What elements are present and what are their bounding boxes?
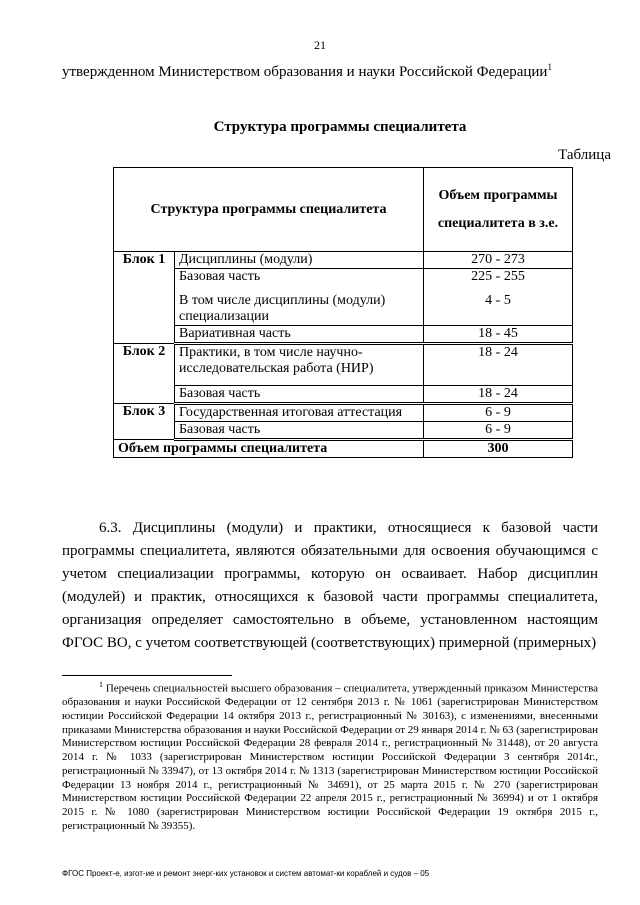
table-row [114, 386, 573, 404]
header-volume: Объем программы специалитета в з.е. [424, 168, 573, 252]
block3-label: Блок 3 [114, 404, 175, 440]
table-row [114, 326, 573, 344]
table-total-row [114, 440, 573, 458]
total-label: Объем программы специалитета [114, 440, 424, 458]
footnote-text: Перечень специальностей высшего образования – специалитета, утвержденный приказом Министерства образования и науки Российской Федерации от 12 сентября 2013 г. № 1061 (зарегистрирован Министерством юстиции Российской Федерации 14 октября 2013 г., регистрационный № 30163), с изменениями, внесенными приказами Министерства образования и науки Российской Федерации от 29 января 2014 г. № 63 (зарегистрирован Министерством юстиции Российской Федерации 28 февраля 2014 г., регистрационный № 31448), от 20 августа 2014 г. № 1033 (зарегистрирован Министерством юстиции Российской Федерации 3 сентября 2014г., регистрационный № 33947), от 13 октября 2014 г. № 1313 (зарегистрирован Министерством юстиции Российской Федерации 13 ноября 2014 г., регистрационный № 34691), от 25 марта 2015 г. № 270 (зарегистрирован Министерством юстиции Российской Федерации 22 апреля 2015 г., регистрационный № 36994) и от 1 октября 2015 г. № 1080 (зарегистрирован Министерством юстиции Российской Федерации 19 октября 2015 г., регистрационный № 39355). [62, 682, 599, 832]
table-row [114, 344, 573, 386]
paragraph-6-3: 6.3. Дисциплины (модули) и практики, относящиеся к базовой части программы специалитета, являются обязательными для освоения обучающимся с учетом специализации программы, которую он осваивает. Набор дисциплин (модулей) и практик, относящихся к базовой части программы специалитета, организация определяет самостоятельно в объеме, установленном настоящим ФГОС ВО, с учетом соответствующей (соответствующих) примерной (примерных) [62, 520, 598, 651]
body-text [62, 517, 598, 655]
table-heading: Структура программы специалитета [213, 119, 467, 135]
table-row [114, 422, 573, 440]
footnote-divider [62, 675, 232, 676]
row-value: 18 - 24 [424, 386, 573, 404]
program-structure-table [113, 167, 573, 458]
page-footer: ФГОС Проект-е, изгот-ие и ремонт энерг-ких установок и систем автомат-ки кораблей и судов – 05 [62, 869, 430, 878]
row-value: 18 - 24 [424, 344, 573, 386]
row-name [175, 269, 424, 326]
row-value-base: 225 - 255 [471, 269, 525, 284]
page-number: 21 [314, 38, 326, 52]
row-name: Практики, в том числе научно-исследовательская работа (НИР) [175, 344, 424, 386]
table-row [114, 252, 573, 269]
row-name: Вариативная часть [175, 326, 424, 344]
row-value-specialization: 4 - 5 [485, 293, 511, 308]
row-value: 6 - 9 [424, 422, 573, 440]
row-name: Государственная итоговая аттестация [175, 404, 424, 422]
row-name: Дисциплины (модули) [175, 252, 424, 269]
row-value: 18 - 45 [424, 326, 573, 344]
table-label: Таблица [558, 147, 611, 163]
table-header-row [114, 168, 573, 252]
header-structure: Структура программы специалитета [114, 168, 424, 252]
table-row [114, 269, 573, 326]
total-value: 300 [424, 440, 573, 458]
block2-label: Блок 2 [114, 344, 175, 404]
row-name: Базовая часть [175, 422, 424, 440]
intro-line [62, 62, 552, 81]
row-value [424, 269, 573, 326]
row-name-base: Базовая часть [179, 269, 261, 284]
table-row [114, 404, 573, 422]
row-name-specialization: В том числе дисциплины (модули) специализации [179, 293, 386, 324]
block1-label: Блок 1 [114, 252, 175, 344]
intro-text: утвержденном Министерством образования и науки Российской Федерации [62, 64, 548, 80]
footnote-mark: 1 [99, 680, 103, 689]
row-name: Базовая часть [175, 386, 424, 404]
row-value: 6 - 9 [424, 404, 573, 422]
intro-footnote-mark[interactable]: 1 [547, 62, 552, 72]
footnote-paragraph [62, 678, 598, 833]
row-value: 270 - 273 [424, 252, 573, 269]
footnote [62, 678, 598, 833]
